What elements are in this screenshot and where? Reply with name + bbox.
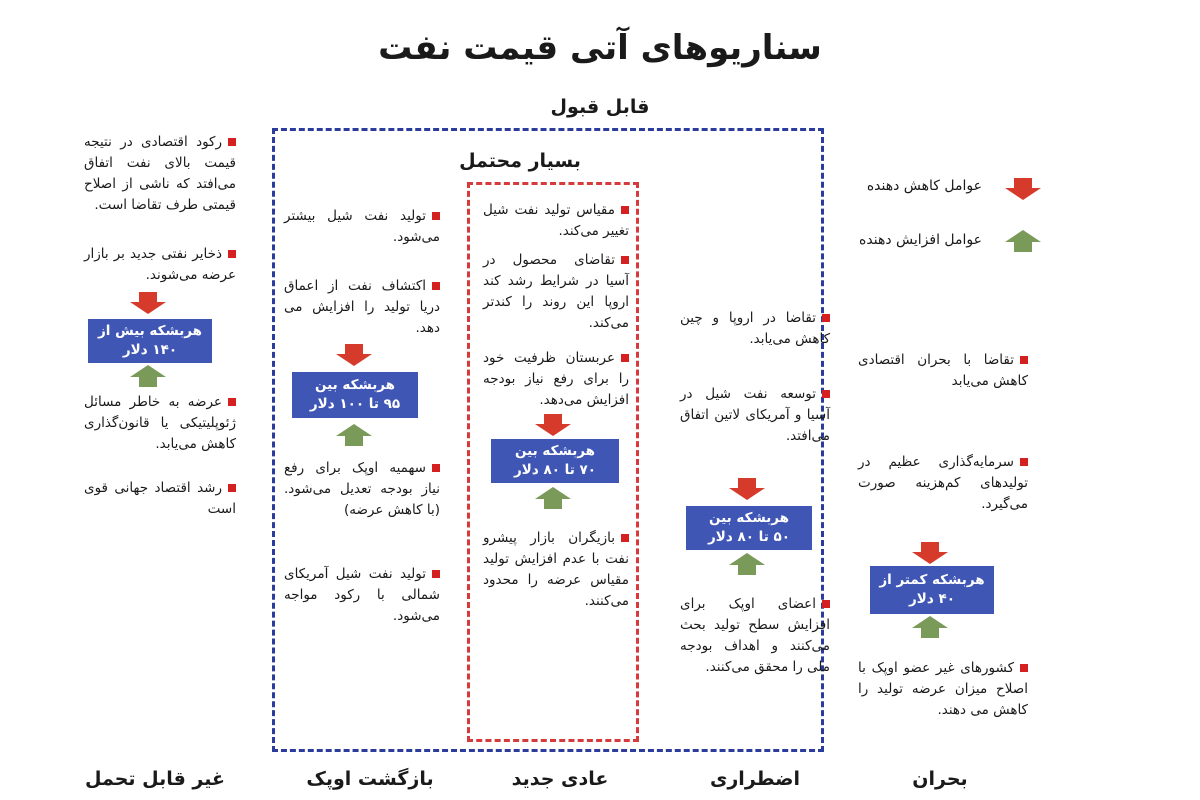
intolerable-factor: رکود اقتصادی در نتیجه قیمت بالای نفت اتفاق می‌افتد که ناشی از اصلاح قیمتی طرف تقاضا است. <box>84 134 236 213</box>
bullet-icon <box>621 256 629 264</box>
bullet-icon <box>432 464 440 472</box>
page-title: سناریوهای آتی قیمت نفت <box>378 28 822 68</box>
intolerable-down-arrow-icon <box>130 292 170 316</box>
opec-return-price-box: هربشکه بین ۹۵ تا ۱۰۰ دلار <box>292 372 418 418</box>
opec-return-factor: اکتشاف نفت از اعماق دریا تولید را افزایش می دهد. <box>284 278 440 336</box>
legend-decrease-arrow-icon <box>1005 178 1045 202</box>
emergency-factor: اعضای اوپک برای افزایش سطح تولید بحث می‌کنند و اهداف بودجه ملی را محقق می‌کنند. <box>680 596 830 675</box>
bullet-icon <box>621 534 629 542</box>
intolerable-factor: ذخایر نفتی جدید بر بازار عرضه می‌شوند. <box>84 246 236 283</box>
intolerable-factor: رشد اقتصاد جهانی قوی است <box>84 480 236 517</box>
intolerable-column-label: غیر قابل تحمل <box>85 768 225 790</box>
new-normal-up-arrow-icon <box>535 487 575 511</box>
emergency-up-arrow-icon <box>729 553 769 577</box>
intolerable-price-box: هربشکه بیش از ۱۴۰ دلار <box>88 319 212 363</box>
new-normal-factor: بازیگران بازار پیشرو نفت با عدم افزایش تولید مقیاس عرضه را محدود می‌کنند. <box>483 530 629 609</box>
opec-return-down-arrow-icon <box>336 344 376 368</box>
bullet-icon <box>432 212 440 220</box>
crisis-factor: تقاضا با بحران اقتصادی کاهش می‌یابد <box>858 352 1028 389</box>
emergency-price-box: هربشکه بین ۵۰ تا ۸۰ دلار <box>686 506 812 550</box>
bullet-icon <box>228 138 236 146</box>
intolerable-factor: عرضه به خاطر مسائل ژئوپلیتیکی یا قانون‌گذاری کاهش می‌یابد. <box>84 394 236 452</box>
bullet-icon <box>621 354 629 362</box>
legend-decrease-label: عوامل کاهش دهنده <box>866 178 982 194</box>
new-normal-down-arrow-icon <box>535 414 575 438</box>
opec-return-factor: سهمیه اوپک برای رفع نیاز بودجه تعدیل می‌شود. (با کاهش عرضه) <box>284 460 440 518</box>
opec-return-column-label: بازگشت اوپک <box>306 768 434 790</box>
intolerable-up-arrow-icon <box>130 365 170 389</box>
opec-return-factor: تولید نفت شیل آمریکای شمالی با رکود مواجه می‌شود. <box>284 566 440 624</box>
bullet-icon <box>432 570 440 578</box>
new-normal-price-box: هربشکه بین ۷۰ تا ۸۰ دلار <box>491 439 619 483</box>
bullet-icon <box>822 390 830 398</box>
bullet-icon <box>822 314 830 322</box>
opec-return-up-arrow-icon <box>336 424 376 448</box>
new-normal-factor: مقیاس تولید نفت شیل تغییر می‌کند. <box>483 202 629 239</box>
legend-increase-label: عوامل افزایش دهنده <box>859 232 982 248</box>
crisis-factor: سرمایه‌گذاری عظیم در تولیدهای کم‌هزینه صورت می‌گیرد. <box>858 454 1028 512</box>
emergency-down-arrow-icon <box>729 478 769 502</box>
bullet-icon <box>228 484 236 492</box>
bullet-icon <box>228 250 236 258</box>
acceptable-label: قابل قبول <box>550 96 650 118</box>
legend-increase-arrow-icon <box>1005 230 1045 254</box>
crisis-column-label: بحران <box>912 768 968 790</box>
crisis-up-arrow-icon <box>912 616 952 640</box>
bullet-icon <box>1020 664 1028 672</box>
emergency-factor: توسعه نفت شیل در آسیا و آمریکای لاتین اتفاق می‌افتد. <box>680 386 830 444</box>
new-normal-factor: عربستان ظرفیت خود را برای رفع نیاز بودجه افزایش می‌دهد. <box>483 350 629 408</box>
emergency-factor: تقاضا در اروپا و چین کاهش می‌یابد. <box>680 310 830 347</box>
bullet-icon <box>1020 356 1028 364</box>
bullet-icon <box>621 206 629 214</box>
very-probable-label: بسیار محتمل <box>459 150 581 172</box>
new-normal-column-label: عادی جدید <box>511 768 609 790</box>
opec-return-factor: تولید نفت شیل بیشتر می‌شود. <box>284 208 440 245</box>
bullet-icon <box>1020 458 1028 466</box>
bullet-icon <box>822 600 830 608</box>
bullet-icon <box>432 282 440 290</box>
emergency-column-label: اضطراری <box>709 768 801 790</box>
new-normal-factor: تقاضای محصول در آسیا در شرایط رشد کند اروپا این روند را کندتر می‌کند. <box>483 252 629 331</box>
bullet-icon <box>228 398 236 406</box>
crisis-factor: کشورهای غیر عضو اوپک با اصلاح میزان عرضه تولید را کاهش می دهند. <box>858 660 1028 718</box>
crisis-down-arrow-icon <box>912 542 952 566</box>
crisis-price-box: هربشکه کمتر از ۴۰ دلار <box>870 566 994 614</box>
